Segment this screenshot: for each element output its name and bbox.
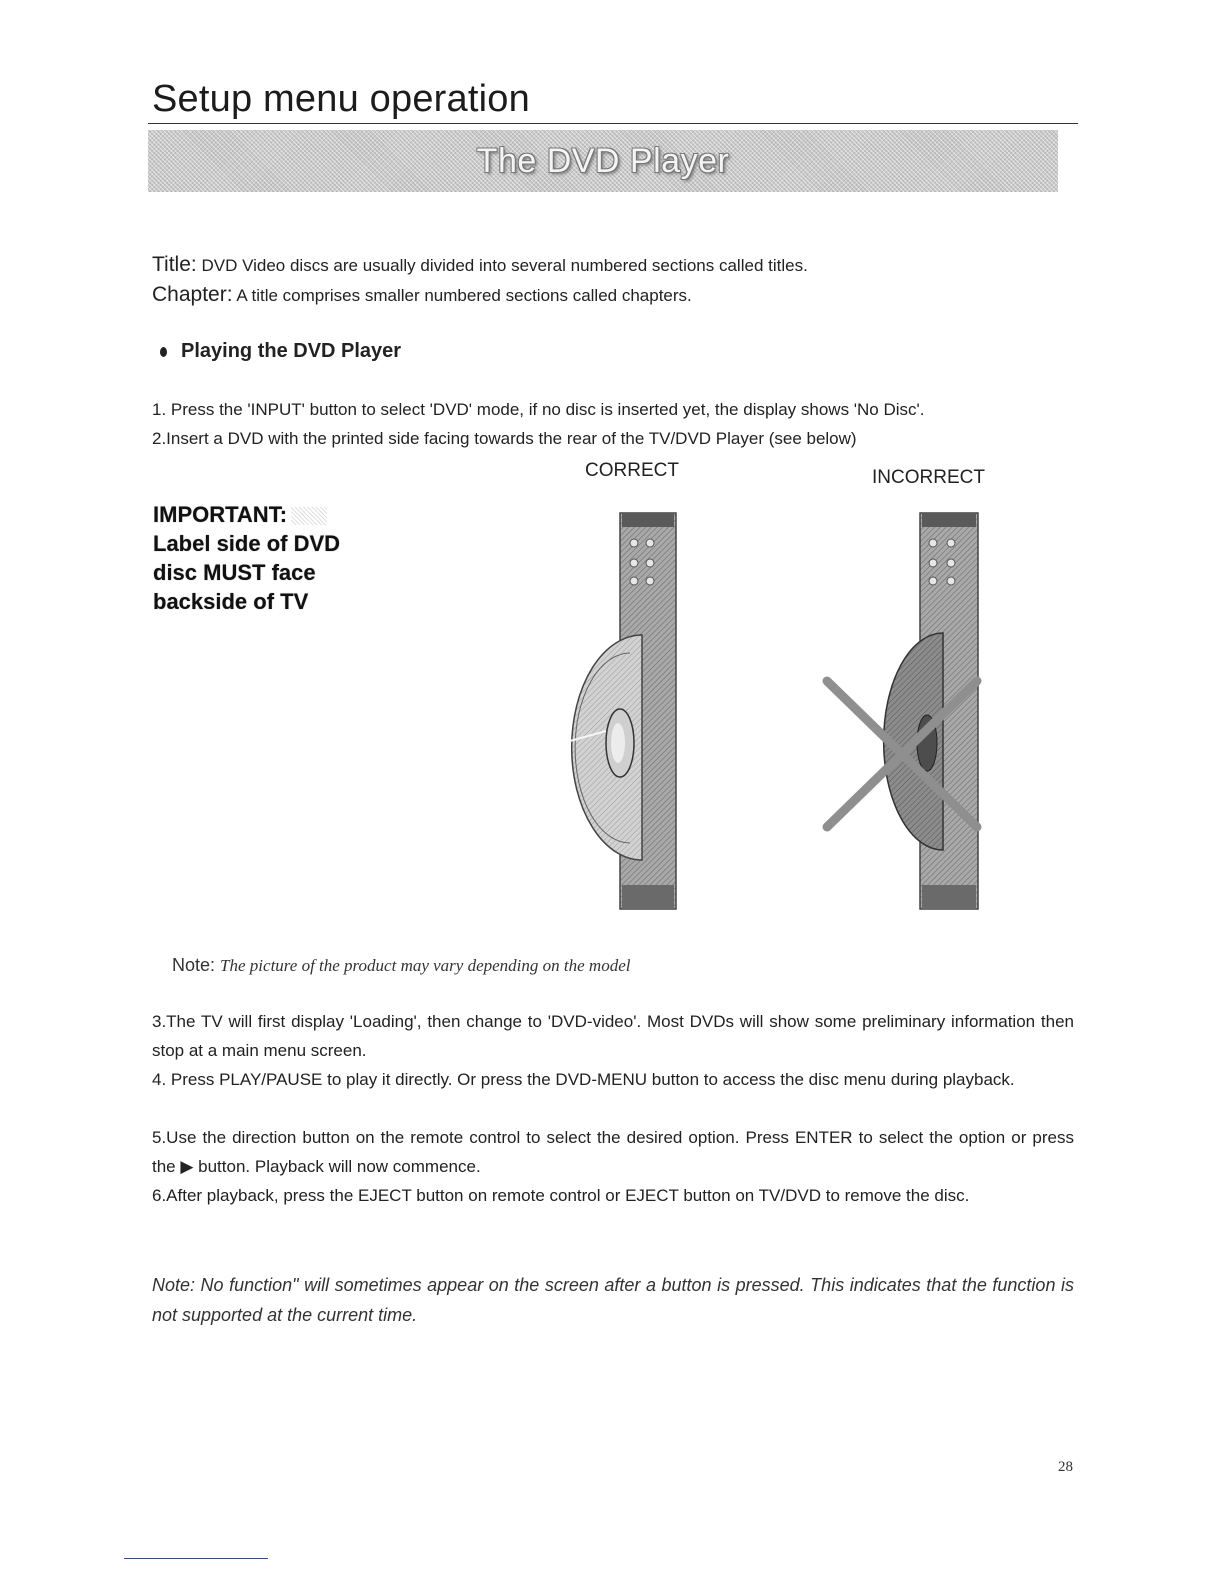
section-banner	[148, 130, 1058, 192]
important-line: IMPORTANT:	[153, 502, 288, 527]
correct-insertion-illustration	[560, 505, 690, 915]
definition-term: Title:	[152, 253, 197, 276]
page-number: 28	[1058, 1459, 1073, 1475]
step-5: 5.Use the direction button on the remote control to select the desired option. Press ENTER to select the option or press the ▶ button. Playback will now commence.	[152, 1128, 1074, 1176]
section-heading	[160, 340, 401, 363]
definition-chapter	[152, 283, 692, 307]
correct-label: CORRECT	[585, 460, 679, 481]
step-2: 2.Insert a DVD with the printed side facing towards the rear of the TV/DVD Player (see below)	[152, 429, 857, 448]
important-line: disc MUST face	[153, 560, 316, 585]
footer-line	[124, 1558, 268, 1559]
important-callout	[153, 500, 340, 616]
note-prefix: Note:	[172, 955, 216, 975]
bullet-icon	[160, 347, 167, 357]
definition-text: A title comprises smaller numbered sections called chapters.	[236, 286, 692, 305]
important-line: Label side of DVD	[153, 531, 341, 556]
note-text: The picture of the product may vary depending on the model	[220, 956, 631, 975]
important-line: backside of TV	[153, 589, 309, 614]
definition-title	[152, 253, 808, 277]
incorrect-insertion-illustration	[815, 505, 990, 915]
dvd-disc	[570, 635, 642, 860]
figure-note	[172, 955, 630, 976]
incorrect-label: INCORRECT	[872, 467, 985, 488]
definition-term: Chapter:	[152, 283, 233, 306]
step-1: 1. Press the 'INPUT' button to select 'DVD' mode, if no disc is inserted yet, the display shows 'No Disc'.	[152, 400, 925, 419]
banner-title: The DVD Player	[476, 141, 730, 180]
section-heading-text: Playing the DVD Player	[181, 340, 402, 362]
definition-text: DVD Video discs are usually divided into several numbered sections called titles.	[201, 256, 808, 275]
step-6: 6.After playback, press the EJECT button on remote control or EJECT button on TV/DVD to remove the disc.	[152, 1186, 970, 1205]
step-4: 4. Press PLAY/PAUSE to play it directly. Or press the DVD-MENU button to access the disc menu during playback.	[152, 1070, 1015, 1089]
step-3: 3.The TV will first display 'Loading', then change to 'DVD-video'. Most DVDs will show some preliminary information then stop at a main menu screen.	[152, 1012, 1074, 1060]
page-title: Setup menu operation	[152, 78, 530, 120]
title-divider	[148, 123, 1078, 124]
function-note: Note: No function" will sometimes appear on the screen after a button is pressed. This indicates that the function is not supported at the current time.	[152, 1275, 1074, 1325]
